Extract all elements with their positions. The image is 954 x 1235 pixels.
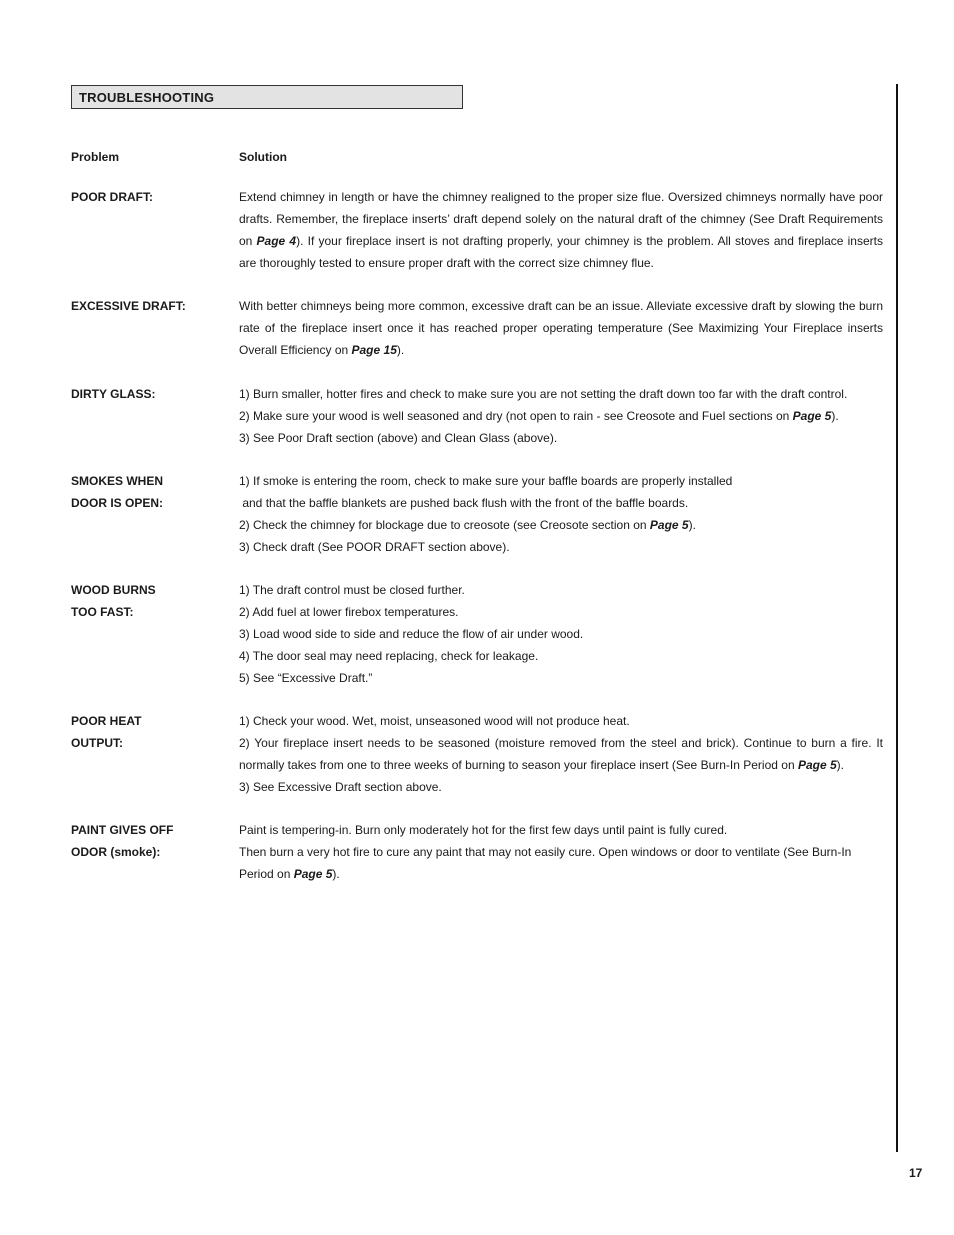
- page-reference: Page 5: [293, 867, 333, 881]
- solution-text-span: ).: [831, 409, 839, 423]
- problem-line: WOOD BURNS: [71, 583, 156, 597]
- page-number: 17: [909, 1166, 923, 1180]
- solution-text-span: Then burn a very hot fire to cure any paint that may not easily cure. Open windows or door to ventilate (See Burn-In Period on: [239, 845, 852, 881]
- solution-text-span: With better chimneys being more common, excessive draft can be an issue. Alleviate excessive draft by slowing the burn rate of the fireplace insert once it has reached proper operating temperature (See Maximizing Your Fireplace inserts Overall Efficiency on: [239, 299, 883, 357]
- problem-line: SMOKES WHEN: [71, 474, 164, 488]
- problem-label: [71, 383, 231, 405]
- problem-line: DIRTY GLASS:: [71, 387, 156, 401]
- solution-text-span: 2) Add fuel at lower firebox temperatures.: [239, 605, 459, 619]
- solution-paragraph: [239, 819, 883, 841]
- solution-paragraph: [239, 514, 883, 536]
- solution-text-span: 3) See Excessive Draft section above.: [239, 780, 442, 794]
- section-title: TROUBLESHOOTING: [79, 90, 215, 105]
- problem-label: [71, 579, 231, 623]
- page-reference: Page 5: [792, 409, 832, 423]
- solution-text-span: 3) Check draft (See POOR DRAFT section above).: [239, 540, 510, 554]
- problem-line: OUTPUT:: [71, 736, 123, 750]
- solution-text-span: 5) See “Excessive Draft.”: [239, 671, 373, 685]
- problem-label: [71, 470, 231, 514]
- problem-label: [71, 819, 231, 863]
- column-header-solution: Solution: [239, 150, 287, 164]
- problem-line: TOO FAST:: [71, 605, 134, 619]
- problem-line: ODOR (smoke):: [71, 845, 161, 859]
- solution-text-span: 1) Burn smaller, hotter fires and check to make sure you are not setting the draft down too far with the draft control.: [239, 387, 848, 401]
- solution-text-span: ).: [688, 518, 696, 532]
- problem-line: POOR DRAFT:: [71, 190, 153, 204]
- solution-text-span: 2) Check the chimney for blockage due to creosote (see Creosote section on: [239, 518, 650, 532]
- problem-line: DOOR IS OPEN:: [71, 496, 164, 510]
- solution-text-span: 1) Check your wood. Wet, moist, unseasoned wood will not produce heat.: [239, 714, 630, 728]
- solution-paragraph: [239, 623, 883, 645]
- solution-text: [239, 579, 883, 689]
- problem-line: PAINT GIVES OFF: [71, 823, 174, 837]
- solution-text-span: Extend chimney in length or have the chimney realigned to the proper size flue. Oversized chimneys normally have poor drafts. Remember, the fireplace inserts’ draft depend solely on the natural draft of the chimney (See Draft Requirements on: [239, 190, 883, 248]
- column-header-problem: Problem: [71, 150, 120, 164]
- solution-paragraph: [239, 470, 883, 492]
- problem-line: POOR HEAT: [71, 714, 142, 728]
- problem-label: [71, 186, 231, 208]
- solution-text-span: 2) Your fireplace insert needs to be seasoned (moisture removed from the steel and brick). Continue to burn a fire. It normally takes from one to three weeks of burning to season your fireplace insert (See Burn-In Period on: [239, 736, 883, 772]
- page-reference: Page 5: [797, 758, 837, 772]
- solution-text-span: 4) The door seal may need replacing, check for leakage.: [239, 649, 539, 663]
- problem-line: EXCESSIVE DRAFT:: [71, 299, 186, 313]
- solution-text-span: 1) If smoke is entering the room, check to make sure your baffle boards are properly installed: [239, 474, 733, 488]
- solution-text-span: 3) Load wood side to side and reduce the flow of air under wood.: [239, 627, 584, 641]
- vertical-rule: [896, 84, 898, 1152]
- solution-paragraph: [239, 536, 883, 558]
- problem-label: [71, 295, 231, 317]
- solution-text-span: Paint is tempering-in. Burn only moderately hot for the first few days until paint is fully cured.: [239, 823, 728, 837]
- solution-text-span: ). If your fireplace insert is not drafting properly, your chimney is the problem. All stoves and fireplace inserts are thoroughly tested to ensure proper draft with the correct size chimney flue.: [239, 234, 883, 270]
- solution-text-span: 3) See Poor Draft section (above) and Clean Glass (above).: [239, 431, 558, 445]
- solution-text: [239, 383, 883, 449]
- solution-text: [239, 186, 883, 274]
- solution-text-span: and that the baffle blankets are pushed back flush with the front of the baffle boards.: [239, 496, 689, 510]
- solution-paragraph: [239, 645, 883, 667]
- section-header-box: [71, 85, 463, 109]
- solution-paragraph: [239, 579, 883, 601]
- solution-paragraph: [239, 383, 883, 405]
- solution-paragraph: [239, 186, 883, 274]
- solution-text: [239, 819, 883, 885]
- solution-paragraph: [239, 405, 883, 427]
- solution-text: [239, 710, 883, 798]
- solution-text: [239, 470, 883, 558]
- solution-paragraph: [239, 841, 883, 885]
- problem-label: [71, 710, 231, 754]
- solution-text-span: ).: [836, 758, 845, 772]
- solution-paragraph: [239, 710, 883, 732]
- solution-text-span: ).: [332, 867, 340, 881]
- solution-paragraph: [239, 427, 883, 449]
- solution-paragraph: [239, 776, 883, 798]
- solution-paragraph: [239, 492, 883, 514]
- solution-text: [239, 295, 883, 361]
- solution-text-span: ).: [396, 343, 405, 357]
- solution-paragraph: [239, 732, 883, 776]
- solution-paragraph: [239, 601, 883, 623]
- page-reference: Page 4: [256, 234, 297, 248]
- solution-text-span: 2) Make sure your wood is well seasoned and dry (not open to rain - see Creosote and Fuel sections on: [239, 409, 793, 423]
- solution-text-span: 1) The draft control must be closed further.: [239, 583, 465, 597]
- solution-paragraph: [239, 295, 883, 361]
- solution-paragraph: [239, 667, 883, 689]
- page-reference: Page 5: [649, 518, 689, 532]
- page-reference: Page 15: [351, 343, 397, 357]
